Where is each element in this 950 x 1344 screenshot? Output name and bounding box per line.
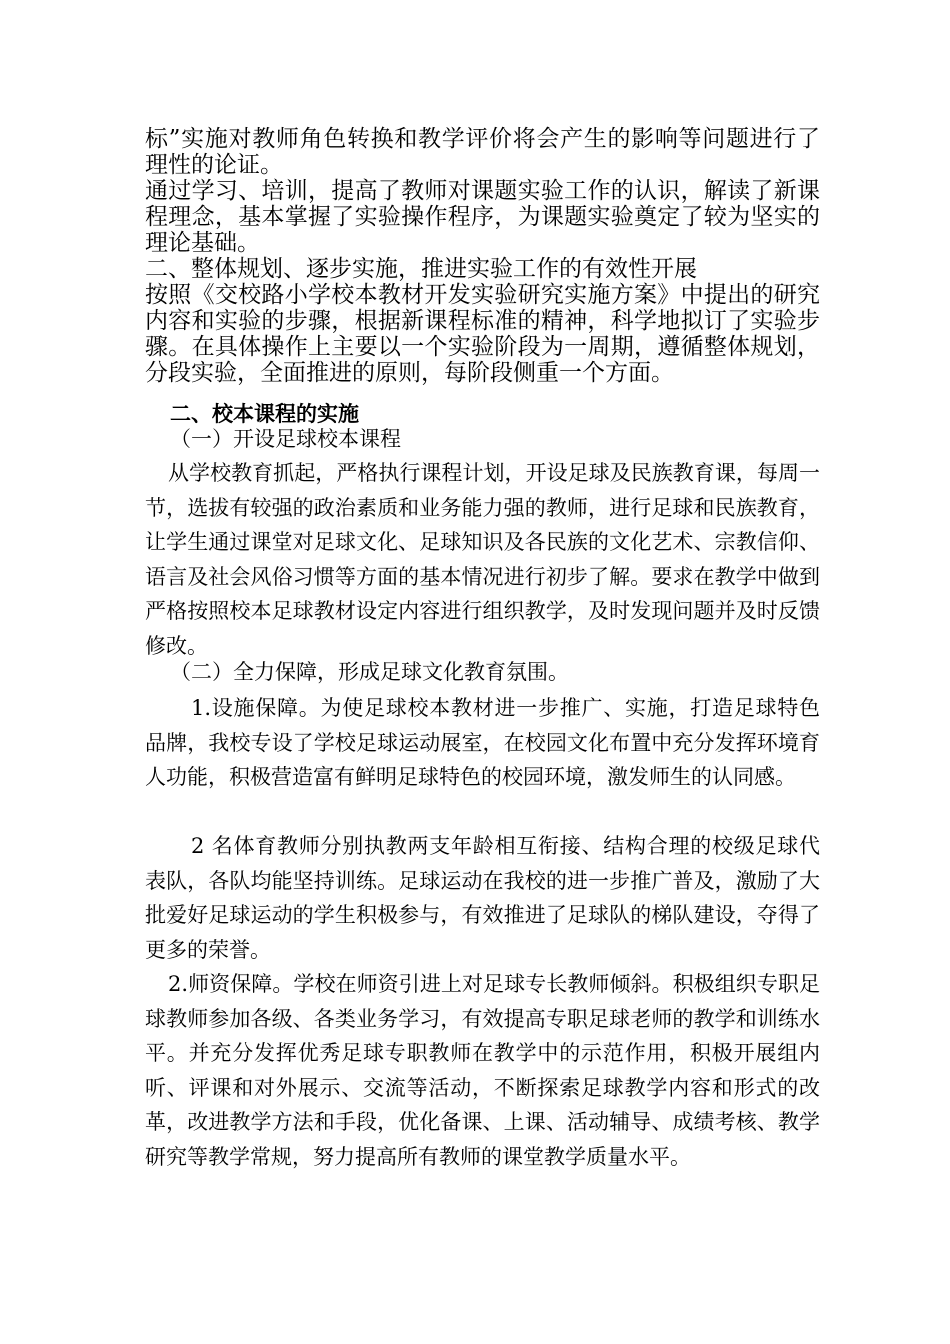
paragraph-5: 1.设施保障。为使足球校本教材进一步推广、实施，打造足球特色品牌，我校专设了学校足球运动展室，在校园文化布置中充分发挥环境育人功能，积极营造富有鲜明足球特色的校园环境，激发师生的认同感。 [145,696,820,789]
paragraph-3: 按照《交校路小学校本教材开发实验研究实施方案》中提出的研究内容和实验的步骤，根据新课程标准的精神，科学地拟订了实验步骤。在具体操作上主要以一个实验阶段为一周期，遵循整体规划，分段实验，全面推进的原则，每阶段侧重一个方面。 [145,282,820,386]
paragraph-4: 从学校教育抓起，严格执行课程计划，开设足球及民族教育课，每周一节，选拔有较强的政治素质和业务能力强的教师，进行足球和民族教育，让学生通过课堂对足球文化、足球知识及各民族的文化艺术、宗教信仰、语言及社会风俗习惯等方面的基本情况进行初步了解。要求在教学中做到严格按照校本足球教材设定内容进行组织教学，及时发现问题并及时反馈修改。 [145,461,820,658]
subheading-2: （二）全力保障，形成足球文化教育氛围。 [170,660,569,684]
paragraph-7: 2.师资保障。学校在师资引进上对足球专长教师倾斜。积极组织专职足球教师参加各级、各类业务学习，有效提高专职足球老师的教学和训练水平。并充分发挥优秀足球专职教师在教学中的示范作用，积极开展组内听、评课和对外展示、交流等活动，不断探索足球教学内容和形式的改革，改进教学方法和手段，优化备课、上课、活动辅导、成绩考核、教学研究等教学常规，努力提高所有教师的课堂教学质量水平。 [145,972,820,1169]
paragraph-2: 通过学习、培训，提高了教师对课题实验工作的认识，解读了新课程理念，基本掌握了实验操作程序，为课题实验奠定了较为坚实的理论基础。 [145,178,820,256]
paragraph-1: 标”实施对教师角色转换和教学评价将会产生的影响等问题进行了理性的论证。 [145,126,820,178]
heading-school-curriculum: 二、校本课程的实施 [170,401,359,426]
paragraph-6: 2 名体育教师分别执教两支年龄相互衔接、结构合理的校级足球代表队，各队均能坚持训练。足球运动在我校的进一步推广普及，激励了大批爱好足球运动的学生积极参与，有效推进了足球队的梯队建设，夺得了更多的荣誉。 [145,834,820,962]
section-heading-2: 二、整体规划、逐步实施，推进实验工作的有效性开展 [145,256,697,282]
subheading-1: （一）开设足球校本课程 [170,427,401,451]
